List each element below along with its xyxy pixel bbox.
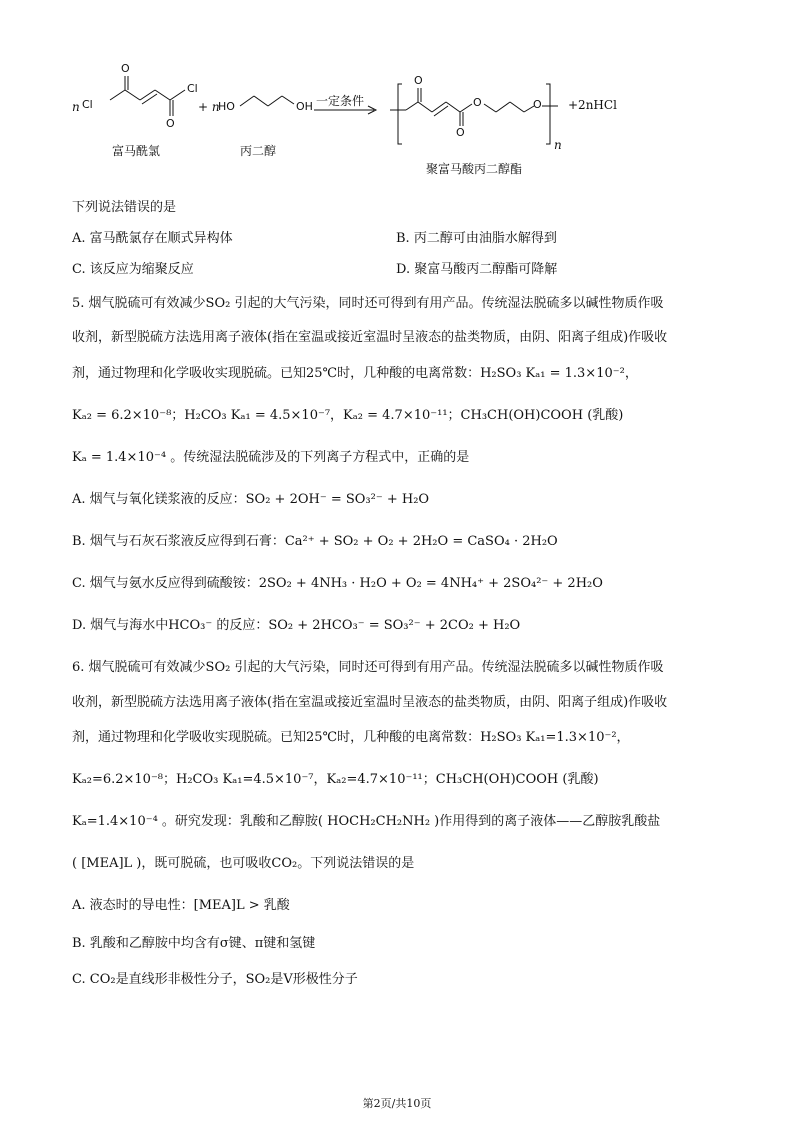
atom-o-prod2: O [456, 126, 465, 139]
bond-cl-c1 [110, 90, 125, 100]
reaction-condition: 一定条件 [316, 94, 365, 108]
bond-prod-8 [510, 102, 524, 112]
bond-c2-c3-double [142, 94, 157, 104]
reaction-scheme [68, 62, 688, 182]
q5-line-1: 5. 烟气脱硫可有效减少SO₂ 引起的大气污染，同时还可得到有用产品。传统湿法脱硫多以碱性物质作吸 [72, 296, 664, 311]
reaction-scheme-drawing [68, 62, 688, 182]
bond-c2-c3 [140, 90, 155, 100]
q5-option-a: A. 烟气与氧化镁浆液的反应：SO₂ + 2OH⁻ = SO₃²⁻ + H₂O [72, 492, 430, 507]
q6-line-5: Kₐ=1.4×10⁻⁴ 。研究发现：乳酸和乙醇胺( HOCH₂CH₂NH₂ )作用得到的离子液体——乙醇胺乳酸盐 [72, 814, 661, 829]
coef-n-reactant2: + n [198, 100, 220, 114]
bracket-left [398, 84, 402, 144]
q4-option-b: B. 丙二醇可由油脂水解得到 [396, 231, 557, 246]
bond-prod-3-double [434, 106, 448, 116]
q5-line-4: Kₐ₂ = 6.2×10⁻⁸；H₂CO₃ Kₐ₁ = 4.5×10⁻⁷，Kₐ₂ = 4.7×10⁻¹¹；CH₃CH(OH)COOH (乳酸) [72, 408, 624, 423]
page-footer: 第2页/共10页 [362, 1097, 432, 1110]
bond-prod-6 [484, 104, 496, 112]
atom-o-prod3: O [473, 96, 482, 109]
coef-n-reactant1: n [72, 100, 80, 114]
q5-option-c: C. 烟气与氨水反应得到硫酸铵：2SO₂ + 4NH₃ · H₂O + O₂ = 4NH₄⁺ + 2SO₄²⁻ + 2H₂O [72, 576, 603, 591]
subscript-n: n [554, 138, 562, 152]
q5-option-d: D. 烟气与海水中HCO₃⁻ 的反应：SO₂ + 2HCO₃⁻ = SO₃²⁻ + 2CO₂ + H₂O [72, 618, 521, 633]
q6-option-a: A. 液态时的导电性：[MEA]L > 乳酸 [72, 898, 290, 913]
reactant1-name: 富马酰氯 [112, 144, 161, 158]
bond-pd-4 [282, 96, 294, 104]
q5-line-2: 收剂，新型脱硫方法选用离子液体(指在室温或接近室温时呈液态的盐类物质，由阴、阳离子组成)作吸收 [72, 330, 668, 345]
q6-line-1: 6. 烟气脱硫可有效减少SO₂ 引起的大气污染，同时还可得到有用产品。传统湿法脱硫多以碱性物质作吸 [72, 660, 664, 675]
q6-option-b: B. 乳酸和乙醇胺中均含有σ键、π键和氢键 [72, 936, 316, 951]
bond-pd-3 [268, 96, 282, 106]
bracket-right [546, 84, 550, 144]
q4-option-c: C. 该反应为缩聚反应 [72, 262, 194, 277]
bond-c1-c2 [125, 90, 140, 100]
atom-o-prod1: O [414, 74, 423, 87]
bond-prod-3 [432, 102, 446, 112]
q4-option-a: A. 富马酰氯存在顺式异构体 [72, 231, 233, 246]
bond-c4-cl [170, 90, 185, 100]
reactant2-name: 丙二醇 [240, 144, 277, 158]
atom-cl-left: Cl [82, 98, 93, 111]
bond-pd-1 [240, 96, 254, 106]
bond-prod-2 [418, 102, 432, 112]
q5-option-b: B. 烟气与石灰石浆液反应得到石膏：Ca²⁺ + SO₂ + O₂ + 2H₂O = CaSO₄ · 2H₂O [72, 534, 558, 549]
q4-option-d: D. 聚富马酸丙二醇酯可降解 [396, 262, 558, 277]
atom-o-prod4: O [533, 98, 542, 111]
atom-cl-right: Cl [187, 82, 198, 95]
bond-pd-2 [254, 96, 268, 106]
q6-line-4: Kₐ₂=6.2×10⁻⁸；H₂CO₃ Kₐ₁=4.5×10⁻⁷，Kₐ₂=4.7×10⁻¹¹；CH₃CH(OH)COOH (乳酸) [72, 772, 599, 787]
bond-prod-1 [406, 102, 418, 110]
q6-line-6: ( [MEA]L )，既可脱硫，也可吸收CO₂。下列说法错误的是 [72, 856, 415, 871]
bond-prod-4 [446, 102, 460, 112]
bond-prod-5 [460, 104, 472, 112]
atom-o-left: O [121, 62, 130, 75]
bond-c3-c4 [155, 90, 170, 100]
atom-o-right: O [166, 117, 175, 130]
q6-line-2: 收剂，新型脱硫方法选用离子液体(指在室温或接近室温时呈液态的盐类物质，由阴、阳离子组成)作吸收 [72, 695, 668, 710]
q5-line-5: Kₐ = 1.4×10⁻⁴ 。传统湿法脱硫涉及的下列离子方程式中，正确的是 [72, 450, 470, 465]
q6-line-3: 剂，通过物理和化学吸收实现脱硫。已知25℃时，几种酸的电离常数：H₂SO₃ Kₐ₁=1.3×10⁻²， [72, 730, 630, 745]
bond-prod-7 [496, 102, 510, 112]
atom-ho: HO [218, 100, 235, 113]
product-name: 聚富马酸丙二醇酯 [426, 162, 523, 176]
byproduct-hcl: +2nHCl [568, 98, 617, 112]
q4-stem: 下列说法错误的是 [72, 200, 177, 215]
q6-option-c: C. CO₂是直线形非极性分子，SO₂是V形极性分子 [72, 972, 358, 987]
q5-line-3: 剂，通过物理和化学吸收实现脱硫。已知25℃时，几种酸的电离常数：H₂SO₃ Kₐ₁ = 1.3×10⁻²， [72, 366, 638, 381]
atom-oh: OH [296, 100, 313, 113]
